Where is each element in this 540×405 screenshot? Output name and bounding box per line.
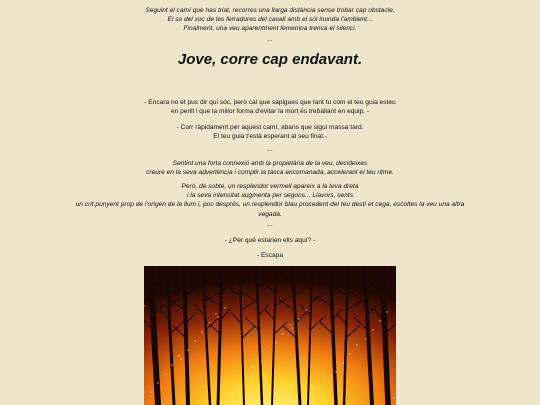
page-title: Jove, corre cap endavant. [177,51,363,68]
ember [275,342,276,343]
narration-line: i la seva intensitat augmenta per segons... Llavors, sents [186,192,354,200]
ember [252,366,253,367]
ember [217,316,218,317]
question-text: - ¿Per què estarien ells aquí? - [224,237,316,244]
ember [150,391,151,392]
ember [386,311,387,312]
ember [379,320,380,321]
dialogue-warning [0,98,540,116]
escape-choice-link[interactable]: - Escapa [256,252,284,259]
ember [335,371,336,372]
separator: ... [267,36,273,43]
ember [224,307,225,308]
intro-line: Finalment, una veu aparentment femenina trenca el silenci. [183,25,357,33]
ember [356,344,357,345]
ember [215,313,216,314]
dialogue-instruction [0,123,540,141]
burning-forest-image [144,266,396,405]
dialogue-line: - Encara no et puc dir qui sóc, però cal que sàpigues que tant tu com el teu guia esteu [144,99,396,106]
narration-line: Però, de sobte, un resplendor vermell apareix a la teva dreta [181,183,359,190]
ember [245,375,246,376]
ember [349,353,350,354]
ember [157,382,158,383]
burning-forest-illustration [144,266,396,405]
ember [289,324,290,325]
ember [282,333,283,334]
ember [178,355,179,356]
ember [194,340,195,341]
ember [171,364,172,365]
ember [326,377,327,378]
separator: ... [267,146,273,153]
intro-line: Seguint el camí que has triat, recorres una llarga distància sense trobar cap obstacle. [145,7,395,14]
ember [231,393,232,394]
narration-line: vegada. [258,210,282,218]
ember [328,380,329,381]
ember [187,349,188,350]
ember [208,322,209,323]
ember [365,338,366,339]
ember [268,351,269,352]
narration-line: un crit punyent prop de l'origen de la llum i, poc després, un resplendor blau procedent del teu destí et cega, escoltes la veu una altra [75,201,465,209]
narration-line: creure en la seva advertència i complir la tasca encomanada, accelerant el teu ritme. [146,169,394,177]
dialogue-line: El teu guia t'està esperant al seu final.- [213,133,327,141]
separator: ... [267,221,273,228]
ember [254,369,255,370]
ember [342,362,343,363]
ember [291,327,292,328]
ember [180,358,181,359]
ember [164,373,165,374]
fire-glow-background [144,266,396,405]
narration-line: Sentint una forta connexió amb la propietària de la veu, decideixes [172,160,368,167]
dialogue-line: en perill i que la millor forma d'evitar la mort és treballant en equip. - [170,108,370,116]
ember [372,329,373,330]
ember [305,309,306,310]
narration-connection [0,159,540,177]
ember [238,384,239,385]
ember [312,395,313,396]
ember [201,331,202,332]
ember [393,397,394,398]
ember [261,360,262,361]
ember [298,318,299,319]
intro-line: El so del xoc de les ferradures del cavall amb el sòl inunda l'ambient... [167,16,373,24]
intro-text [0,6,540,34]
ember [319,386,320,387]
dialogue-line: - Corr ràpidament per aquest camí, abans que sigui massa tard. [176,124,364,131]
narration-glow [50,182,490,219]
